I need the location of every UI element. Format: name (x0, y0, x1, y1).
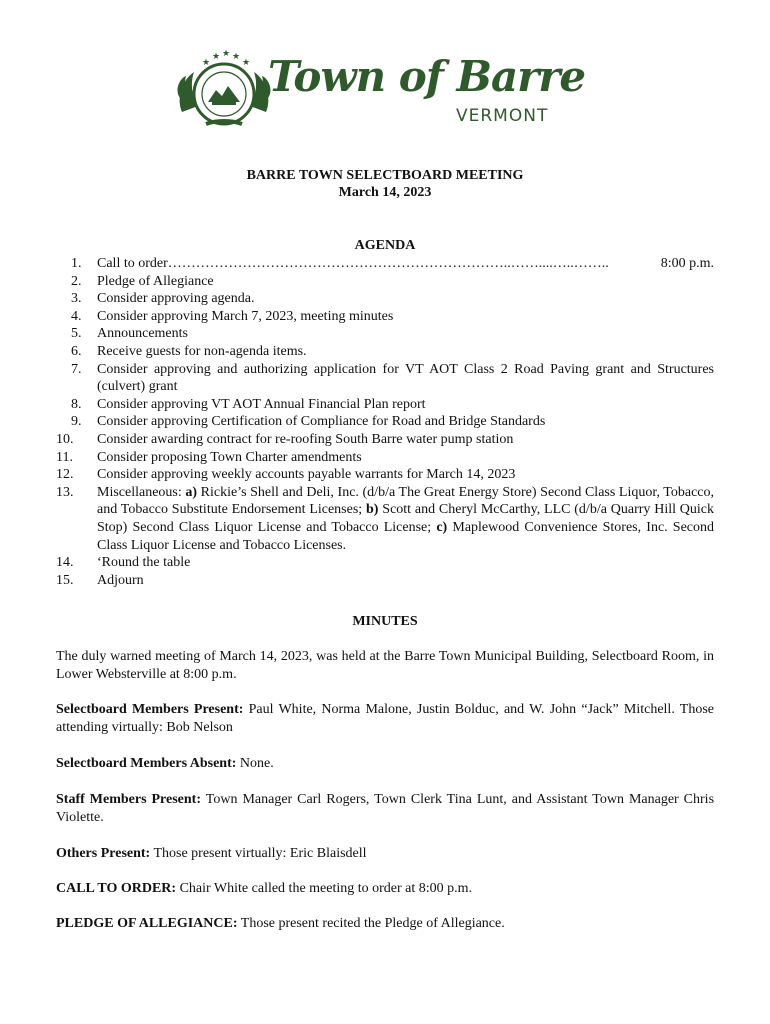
agenda-item-text: Consider approving March 7, 2023, meeting minutes (97, 308, 394, 324)
agenda-item (56, 449, 714, 467)
minutes-intro: The duly warned meeting of March 14, 2023, was held at the Barre Town Municipal Building, Selectboard Room, in Lower Websterville at 8:00 p.m. (56, 649, 714, 682)
star-icon: ★ (202, 57, 211, 67)
logo-state: VERMONT (456, 106, 549, 126)
dot-leader: ………………………………………………………………..……....…..…….. (167, 256, 609, 271)
agenda-item-miscellaneous (56, 484, 714, 554)
misc-b-label: b) (366, 502, 379, 518)
others-present (56, 845, 714, 863)
agenda-item (56, 273, 714, 291)
agenda-item-number: 15. (56, 572, 74, 588)
agenda-list (56, 255, 714, 589)
members-present-label: Selectboard Members Present: (56, 702, 244, 717)
meeting-date: March 14, 2023 (338, 185, 432, 200)
call-to-order-minutes (56, 880, 714, 898)
agenda-item-text: Consider approving and authorizing application for VT AOT Class 2 Road Paving grant and Structures (culvert) grant (97, 361, 714, 395)
agenda-item (56, 255, 714, 273)
agenda-item (56, 290, 714, 308)
members-absent (56, 755, 714, 773)
agenda-item-text: Consider awarding contract for re-roofing South Barre water pump station (97, 431, 514, 447)
agenda-item (56, 308, 714, 326)
pledge-minutes (56, 915, 714, 933)
pledge-label: PLEDGE OF ALLEGIANCE: (56, 916, 238, 931)
agenda-item (56, 554, 714, 572)
agenda-item-text: Pledge of Allegiance (97, 273, 214, 289)
misc-c-text: Maplewood Convenience Stores, Inc. Second Class Liquor License and Tobacco Licenses. (97, 519, 715, 553)
agenda-item-text: Adjourn (97, 572, 144, 588)
agenda-item (56, 325, 714, 343)
agenda-item-number: 12. (56, 467, 74, 483)
agenda-item (56, 431, 714, 449)
agenda-item-text: Consider approving VT AOT Annual Financial Plan report (97, 396, 426, 412)
agenda-item (56, 361, 714, 396)
agenda-item-number: 6. (71, 343, 82, 359)
agenda-item (56, 413, 714, 431)
agenda-item-text: Consider approving agenda. (97, 291, 255, 307)
misc-lead: Miscellaneous: (97, 484, 182, 500)
others-present-label: Others Present: (56, 846, 151, 861)
agenda-item-number: 5. (71, 326, 82, 342)
misc-c-label: c) (436, 519, 448, 535)
star-icon: ★ (222, 48, 231, 58)
pledge-text: Those present recited the Pledge of Allegiance. (240, 916, 505, 931)
agenda-item-number: 11. (56, 449, 73, 465)
members-absent-text: None. (239, 756, 274, 771)
star-icon: ★ (232, 51, 241, 61)
agenda-item-number: 14. (56, 555, 74, 571)
agenda-item-number: 2. (71, 273, 82, 289)
staff-present (56, 791, 714, 827)
agenda-item (56, 466, 714, 484)
agenda-item-time: 8:00 p.m. (660, 256, 714, 271)
agenda-item-text: ‘Round the table (97, 555, 191, 571)
members-present (56, 701, 714, 737)
members-present-text: Paul White, Norma Malone, Justin Bolduc, and W. John “Jack” Mitchell. Those attending virtually: Bob Nelson (56, 702, 714, 735)
staff-present-text: Town Manager Carl Rogers, Town Clerk Tina Lunt, and Assistant Town Manager Chris Violette. (56, 792, 715, 825)
others-present-text: Those present virtually: Eric Blaisdell (153, 846, 367, 861)
members-absent-label: Selectboard Members Absent: (56, 756, 237, 771)
staff-present-label: Staff Members Present: (56, 792, 202, 807)
agenda-item (56, 343, 714, 361)
agenda-item-number: 8. (71, 396, 82, 412)
minutes-heading: MINUTES (352, 614, 418, 629)
meeting-title: BARRE TOWN SELECTBOARD MEETING (246, 168, 524, 183)
agenda-item (56, 396, 714, 414)
agenda-item-text: Consider approving weekly accounts payable warrants for March 14, 2023 (97, 467, 516, 483)
agenda-item-text: Consider approving Certification of Compliance for Road and Bridge Standards (97, 414, 546, 430)
agenda-item-text: Announcements (97, 326, 188, 342)
agenda-item-number: 7. (71, 361, 82, 377)
call-to-order-label: CALL TO ORDER: (56, 881, 177, 896)
agenda-item-number: 10. (56, 431, 74, 447)
agenda-heading: AGENDA (354, 238, 416, 253)
agenda-item-number: 1. (71, 256, 82, 271)
misc-a-text: Rickie’s Shell and Deli, Inc. (d/b/a The Great Energy Store) Second Class Liquor, Tobacco, and Tobacco Substitute Endorsement Licenses; (97, 484, 715, 518)
town-logo (176, 48, 586, 140)
star-icon: ★ (212, 51, 221, 61)
agenda-item-number: 13. (56, 484, 74, 500)
call-to-order-text: Chair White called the meeting to order at 8:00 p.m. (179, 881, 473, 896)
agenda-item-number: 4. (71, 308, 82, 324)
town-seal-icon (176, 50, 272, 132)
agenda-item-number: 9. (71, 414, 82, 430)
agenda-item (56, 572, 714, 590)
agenda-item-text: Consider proposing Town Charter amendments (97, 449, 362, 465)
logo-wordmark: Town of Barre (268, 52, 586, 101)
star-icon: ★ (242, 57, 251, 67)
agenda-item-number: 3. (71, 291, 82, 307)
agenda-item-text: Receive guests for non-agenda items. (97, 343, 307, 359)
misc-a-label: a) (185, 484, 198, 500)
agenda-item-text: Call to order (97, 256, 168, 271)
misc-b-text: Scott and Cheryl McCarthy, LLC (d/b/a Quarry Hill Quick Stop) Second Class Liquor License and Tobacco License; (97, 502, 715, 535)
